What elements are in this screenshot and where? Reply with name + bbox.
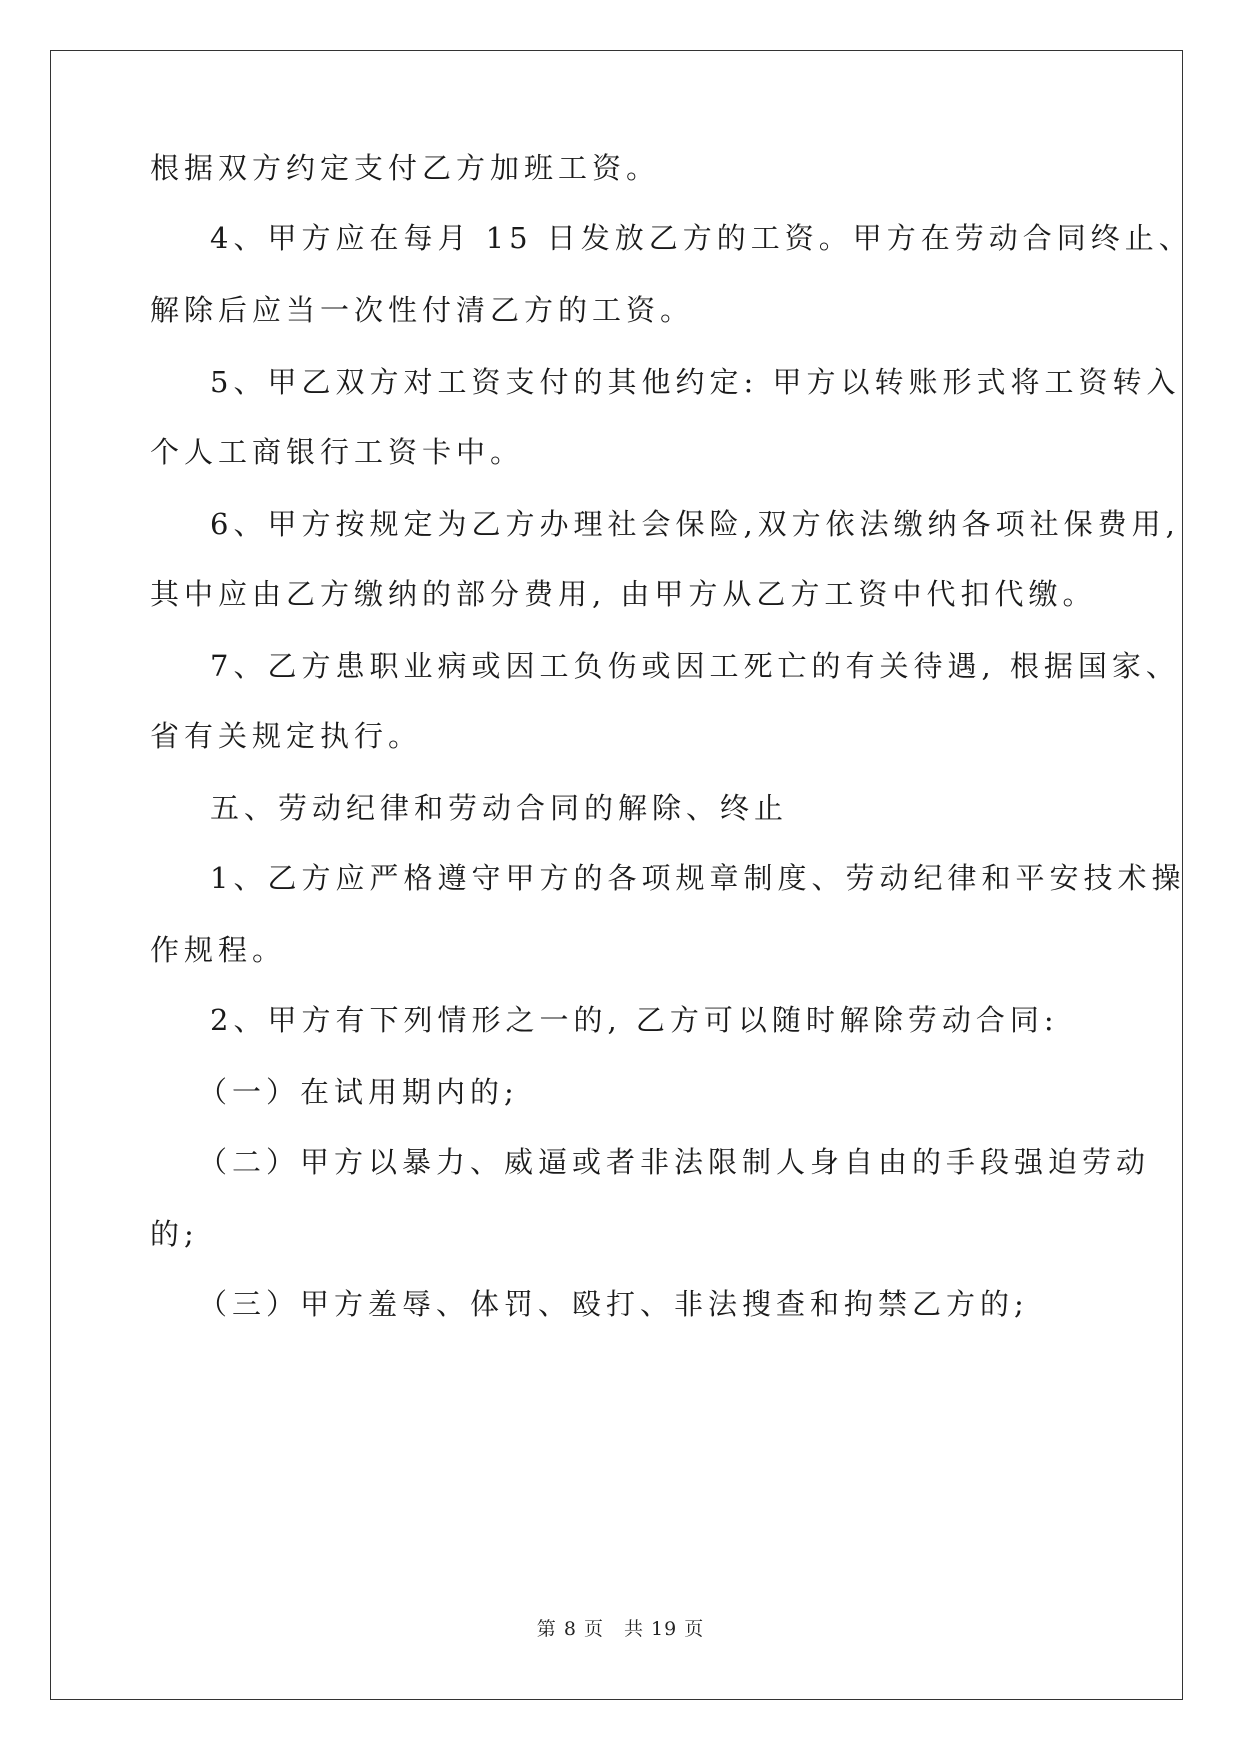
list-item: （三）甲方羞辱、体罚、殴打、非法搜查和拘禁乙方的; [198,1287,1029,1321]
page-number-footer: 第 8 页 共 19 页 [536,1618,705,1640]
paragraph-line: 省有关规定执行。 [150,719,423,753]
paragraph-line: 其中应由乙方缴纳的部分费用, 由甲方从乙方工资中代扣代缴。 [150,577,1097,611]
list-item-continuation: 的; [150,1217,199,1251]
paragraph-line: 作规程。 [150,933,287,967]
paragraph-line: 2、甲方有下列情形之一的, 乙方可以随时解除劳动合同: [210,1003,1059,1037]
paragraph-line: 解除后应当一次性付清乙方的工资。 [150,293,695,327]
paragraph-line: 个人工商银行工资卡中。 [150,435,525,469]
paragraph-line: 5、甲乙双方对工资支付的其他约定: 甲方以转账形式将工资转入 [210,365,1181,399]
paragraph-line: 6、甲方按规定为乙方办理社会保险,双方依法缴纳各项社保费用, [210,507,1180,541]
paragraph-line: 7、乙方患职业病或因工负伤或因工死亡的有关待遇, 根据国家、 [210,649,1180,683]
list-item: （二）甲方以暴力、威逼或者非法限制人身自由的手段强迫劳动 [198,1145,1151,1179]
paragraph-line: 根据双方约定支付乙方加班工资。 [150,151,661,185]
paragraph-line: 1、乙方应严格遵守甲方的各项规章制度、劳动纪律和平安技术操 [210,861,1186,895]
paragraph-line: 4、甲方应在每月 15 日发放乙方的工资。甲方在劳动合同终止、 [210,221,1193,255]
list-item: （一）在试用期内的; [198,1075,519,1109]
section-heading: 五、劳动纪律和劳动合同的解除、终止 [210,791,789,825]
